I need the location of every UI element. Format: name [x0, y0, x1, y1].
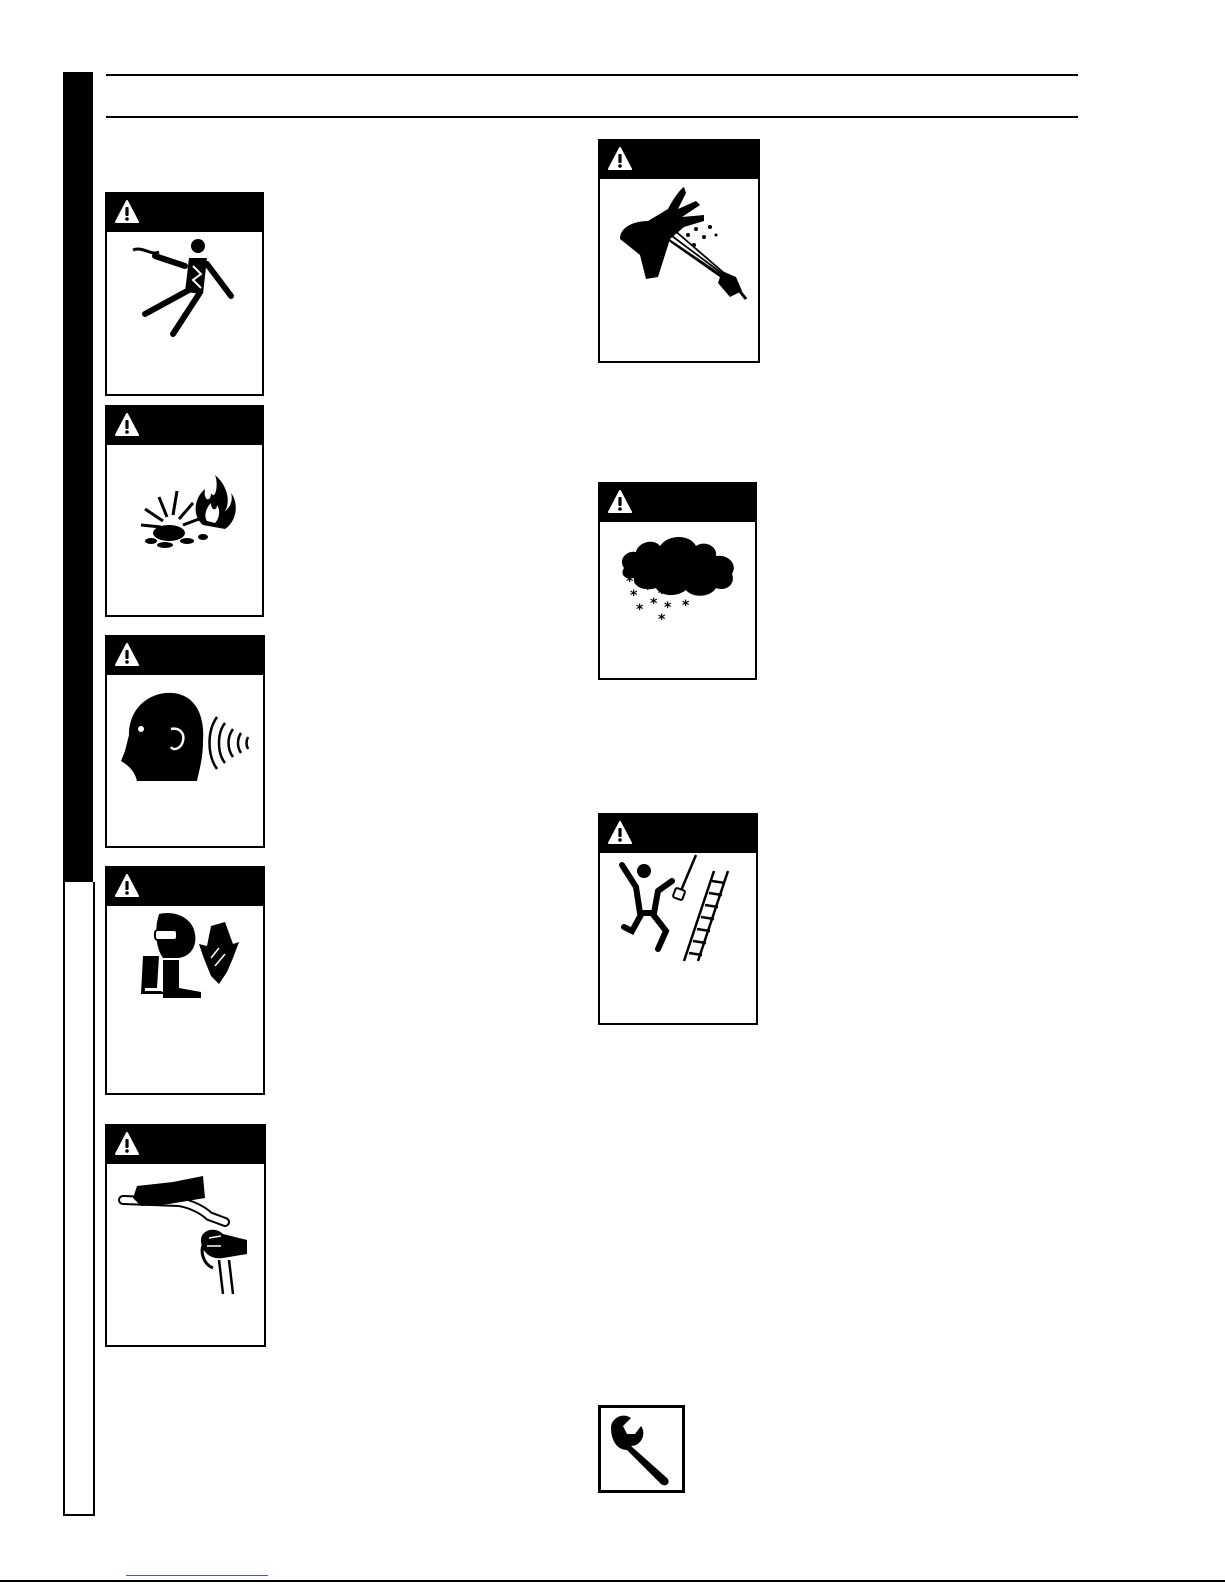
freezing-pictogram — [600, 522, 755, 683]
header-rule-bottom — [106, 116, 1078, 118]
warning-high-pressure-injection — [598, 139, 760, 363]
svg-text:*: * — [638, 568, 646, 584]
warning-freezing-weather — [598, 482, 757, 680]
warning-triangle-icon — [115, 643, 141, 667]
maintenance-symbol — [598, 1405, 685, 1493]
warning-header — [600, 141, 758, 179]
svg-text:*: * — [682, 598, 690, 614]
svg-text:*: * — [630, 588, 638, 604]
warning-triangle-icon — [608, 490, 634, 514]
warning-triangle-icon — [608, 147, 634, 171]
warning-header — [600, 815, 756, 853]
warning-protective-gear — [105, 866, 265, 1095]
svg-text:*: * — [676, 584, 684, 600]
svg-text:*: * — [664, 600, 672, 616]
electric-shock-icon — [107, 232, 262, 392]
svg-text:*: * — [626, 574, 634, 590]
warning-explosion-fire — [105, 405, 264, 617]
section-tab-dark — [63, 72, 93, 882]
warning-noise-hearing — [105, 635, 265, 848]
warning-triangle-icon — [115, 413, 141, 437]
warning-triangle-icon — [608, 821, 634, 845]
warning-header — [600, 484, 755, 522]
svg-text:*: * — [652, 572, 660, 588]
spray-injection-icon — [600, 179, 758, 359]
ladder-fall-icon — [600, 853, 756, 1023]
svg-text:*: * — [650, 596, 658, 612]
warning-triangle-icon — [115, 874, 141, 898]
svg-text:*: * — [658, 612, 666, 628]
warning-fall-hazard — [598, 813, 758, 1025]
fall-pictogram — [600, 853, 756, 1028]
injection-pictogram — [600, 179, 758, 364]
footer-rule — [0, 1580, 1225, 1582]
warning-electric-shock — [105, 192, 264, 396]
warning-triangle-icon — [115, 200, 141, 224]
hearing-pictogram — [107, 675, 263, 850]
warning-header — [107, 1126, 264, 1164]
grip-pictogram — [107, 1164, 264, 1349]
header-rule-top — [106, 74, 1078, 76]
svg-text:*: * — [658, 586, 666, 602]
snow-cloud-icon — [600, 522, 755, 678]
svg-text:*: * — [636, 602, 644, 618]
warning-header — [107, 637, 263, 675]
svg-text:*: * — [644, 582, 652, 598]
wrench-icon — [601, 1408, 682, 1490]
protective-gear-pictogram — [107, 906, 263, 1096]
warning-header — [107, 868, 263, 906]
explosion-fire-icon — [107, 445, 262, 615]
footer-link-underline[interactable] — [126, 1575, 268, 1576]
protective-gear-icon — [107, 906, 263, 1091]
warning-spray-gun-grip — [105, 1124, 266, 1347]
warning-triangle-icon — [115, 1132, 141, 1156]
electric-shock-pictogram — [107, 232, 262, 397]
explosion-fire-pictogram — [107, 445, 262, 620]
two-hand-grip-icon — [107, 1164, 264, 1344]
warning-header — [107, 407, 262, 445]
warning-header — [107, 194, 262, 232]
section-tab-light — [63, 882, 95, 1516]
hearing-protection-icon — [107, 675, 263, 845]
